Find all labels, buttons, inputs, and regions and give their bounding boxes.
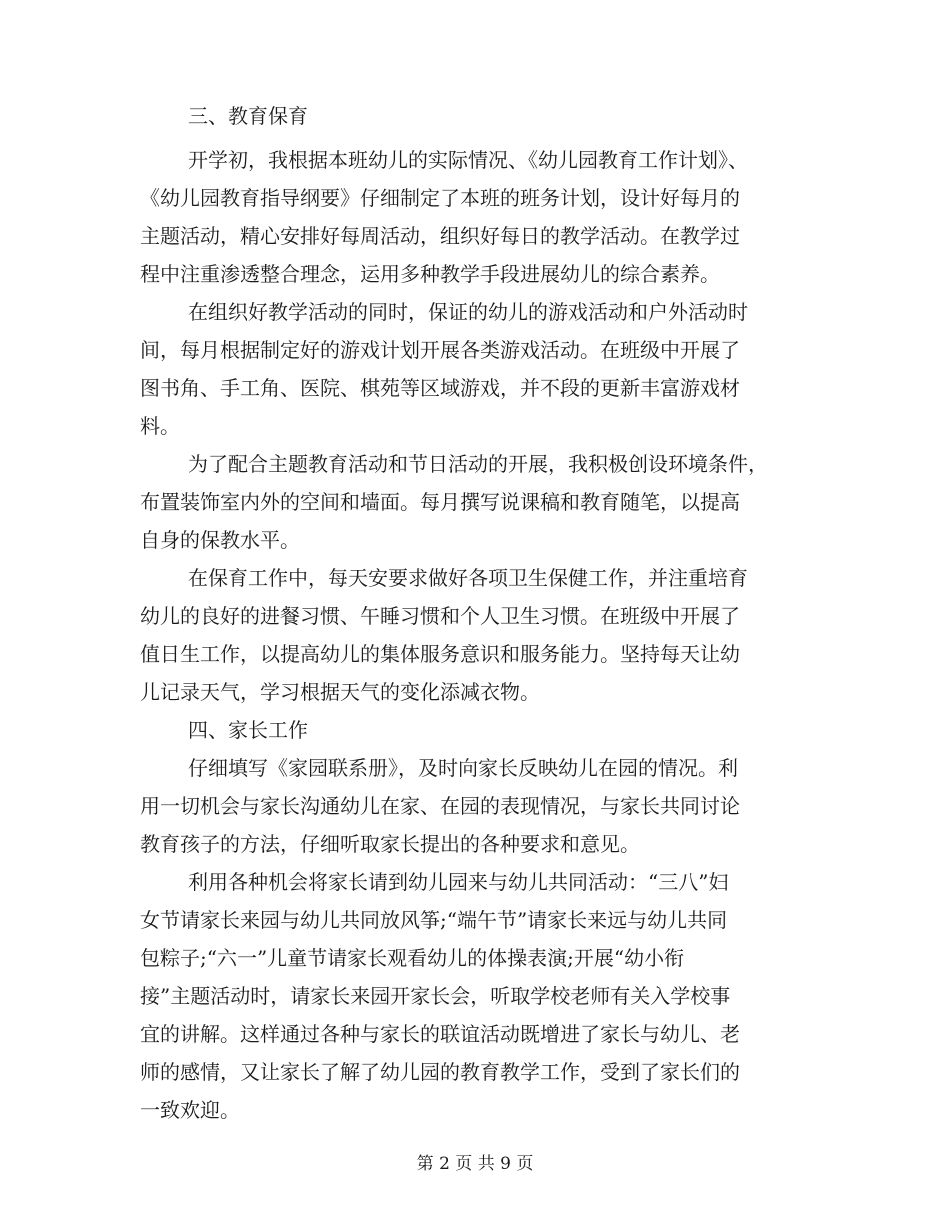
body-text-line: 值日生工作，以提高幼儿的集体服务意识和服务能力。坚持每天让幼 <box>140 642 740 666</box>
body-text-line: 料。 <box>140 414 180 438</box>
body-text-line: 师的感情，又让家长了解了幼儿园的教育教学工作，受到了家长们的 <box>140 1060 740 1084</box>
section-heading-education: 三、教育保育 <box>188 104 308 128</box>
body-text-line: 自身的保教水平。 <box>140 528 300 552</box>
section-heading-parents: 四、家长工作 <box>188 718 308 742</box>
body-text-line: 开学初，我根据本班幼儿的实际情况、《幼儿园教育工作计划》、 <box>188 148 748 172</box>
body-text-line: 接”主题活动时，请家长来园开家长会，听取学校老师有关入学校事 <box>140 984 731 1008</box>
body-text-line: 仔细填写《家园联系册》，及时向家长反映幼儿在园的情况。利 <box>188 756 738 780</box>
body-text-line: 包粽子;“六一”儿童节请家长观看幼儿的体操表演;开展“幼小衔 <box>140 946 685 970</box>
body-text-line: 为了配合主题教育活动和节日活动的开展，我积极创设环境条件， <box>188 452 768 476</box>
body-text-line: 图书角、手工角、医院、棋苑等区域游戏，并不段的更新丰富游戏材 <box>140 376 740 400</box>
body-text-line: 利用各种机会将家长请到幼儿园来与幼儿共同活动：“三八”妇 <box>188 870 729 894</box>
body-text-line: 儿记录天气，学习根据天气的变化添减衣物。 <box>140 680 540 704</box>
body-text-line: 用一切机会与家长沟通幼儿在家、在园的表现情况，与家长共同讨论 <box>140 794 740 818</box>
body-text-line: 在保育工作中，每天安要求做好各项卫生保健工作，并注重培育 <box>188 566 748 590</box>
body-text-line: 一致欢迎。 <box>140 1098 240 1122</box>
body-text-line: 《幼儿园教育指导纲要》仔细制定了本班的班务计划，设计好每月的 <box>140 186 740 210</box>
body-text-line: 布置装饰室内外的空间和墙面。每月撰写说课稿和教育随笔，以提高 <box>140 490 740 514</box>
body-text-line: 女节请家长来园与幼儿共同放风筝;“端午节”请家长来远与幼儿共同 <box>140 908 728 932</box>
body-text-line: 在组织好教学活动的同时，保证的幼儿的游戏活动和户外活动时 <box>188 300 748 324</box>
page-number-footer: 第 2 页 共 9 页 <box>416 1154 534 1174</box>
body-text-line: 间，每月根据制定好的游戏计划开展各类游戏活动。在班级中开展了 <box>140 338 740 362</box>
body-text-line: 幼儿的良好的进餐习惯、午睡习惯和个人卫生习惯。在班级中开展了 <box>140 604 740 628</box>
body-text-line: 宜的讲解。这样通过各种与家长的联谊活动既增进了家长与幼儿、老 <box>140 1022 740 1046</box>
body-text-line: 教育孩子的方法，仔细听取家长提出的各种要求和意见。 <box>140 832 640 856</box>
body-text-line: 主题活动，精心安排好每周活动，组织好每日的教学活动。在教学过 <box>140 224 740 248</box>
body-text-line: 程中注重渗透整合理念，运用多种教学手段进展幼儿的综合素养。 <box>140 262 720 286</box>
